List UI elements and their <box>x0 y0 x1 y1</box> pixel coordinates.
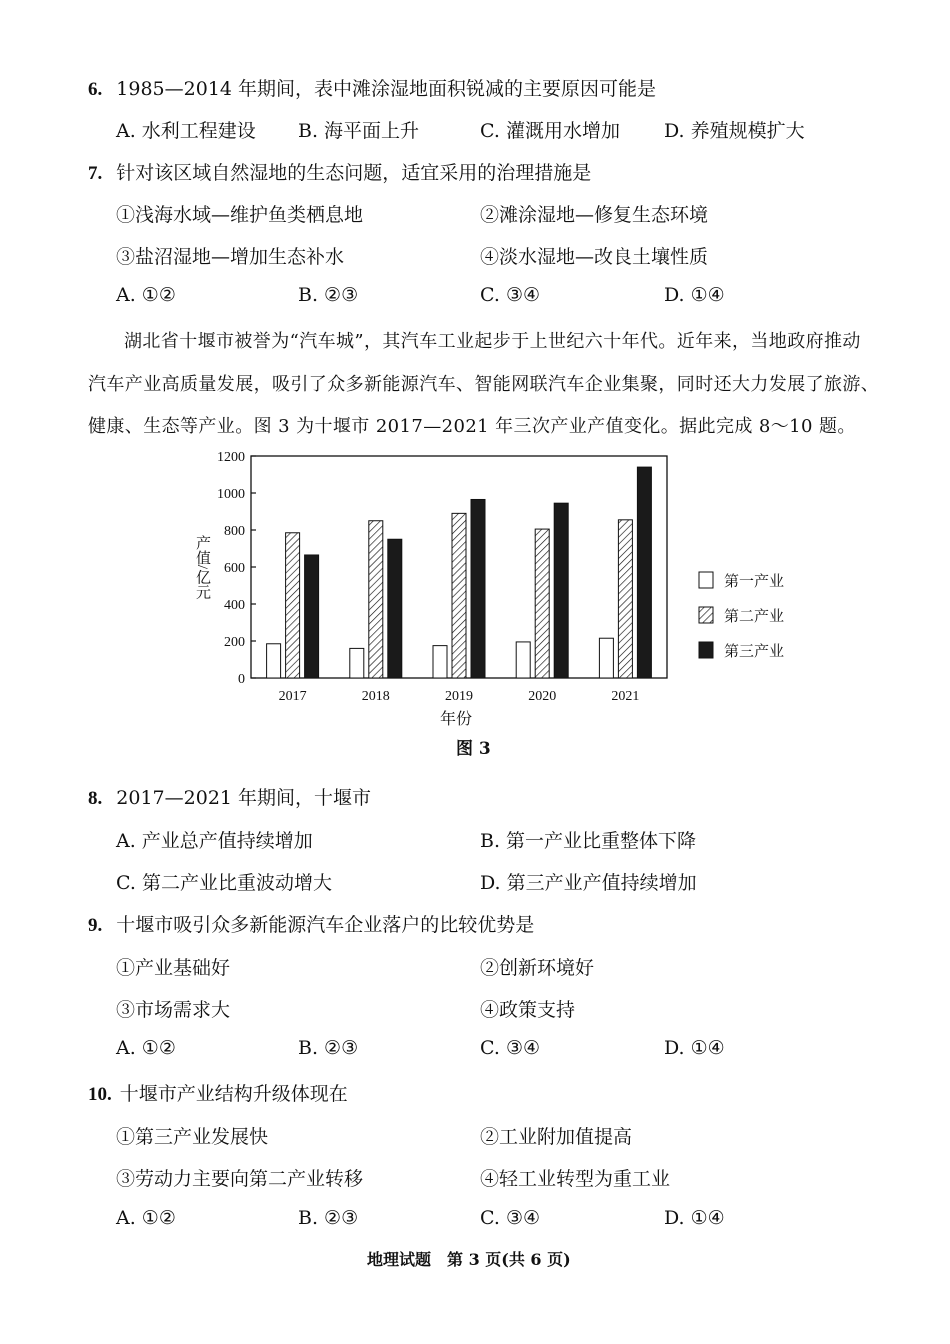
bar-2019-series-2 <box>452 513 466 678</box>
question-number: 6. <box>88 79 103 100</box>
y-tick-label: 800 <box>224 524 245 539</box>
bar-2017-series-3 <box>305 555 319 678</box>
y-tick-label: 600 <box>224 561 245 576</box>
statement-4: ④淡水湿地—改良土壤性质 <box>480 246 709 268</box>
question-number: 8. <box>88 788 103 809</box>
bar-2020-series-2 <box>535 529 549 678</box>
y-axis-label: 产值/亿元 <box>194 534 210 600</box>
option-c: C. 第二产业比重波动增大 <box>116 872 332 894</box>
bar-2017-series-2 <box>286 533 300 678</box>
question-text: 1985—2014 年期间，表中滩涂湿地面积锐减的主要原因可能是 <box>116 78 657 100</box>
question-8 <box>88 783 371 810</box>
x-tick-label: 2019 <box>445 689 473 704</box>
y-tick-label: 1200 <box>217 450 245 465</box>
bar-2017-series-1 <box>267 644 281 678</box>
industry-output-bar-chart <box>180 445 820 735</box>
statement-4: ④政策支持 <box>480 999 576 1021</box>
option-b: B. 海平面上升 <box>298 120 420 142</box>
bar-2019-series-1 <box>433 646 447 678</box>
statement-1: ①浅海水域—维护鱼类栖息地 <box>116 204 364 226</box>
y-tick-label: 200 <box>224 635 245 650</box>
option-c: C. ③④ <box>480 284 541 306</box>
statement-2: ②工业附加值提高 <box>480 1126 633 1148</box>
statement-3: ③劳动力主要向第二产业转移 <box>116 1168 364 1190</box>
statement-2: ②创新环境好 <box>480 957 595 979</box>
statement-1: ①产业基础好 <box>116 957 231 979</box>
legend-swatch <box>699 642 713 658</box>
legend-swatch <box>699 572 713 588</box>
statement-3: ③市场需求大 <box>116 999 231 1021</box>
option-a: A. 水利工程建设 <box>116 120 256 142</box>
passage-line-3: 健康、生态等产业。图 3 为十堰市 2017—2021 年三次产业产值变化。据此完成 8～10 题。 <box>88 416 856 437</box>
option-c: C. 灌溉用水增加 <box>480 120 620 142</box>
option-a: A. ①② <box>116 284 176 306</box>
bar-2019-series-3 <box>471 499 485 678</box>
bar-2018-series-1 <box>350 648 364 678</box>
bar-2021-series-2 <box>618 520 632 678</box>
bar-2021-series-1 <box>599 638 613 678</box>
option-d: D. ①④ <box>664 284 725 306</box>
x-tick-label: 2021 <box>611 689 640 704</box>
x-axis-label: 年份 <box>439 711 473 728</box>
passage-line-1: 湖北省十堰市被誉为“汽车城”，其汽车工业起步于上世纪六十年代。近年来，当地政府推动 <box>124 331 861 352</box>
option-a: A. ①② <box>116 1207 176 1229</box>
option-d: D. 养殖规模扩大 <box>664 120 805 142</box>
y-tick-label: 0 <box>238 672 245 687</box>
statement-3: ③盐沼湿地—增加生态补水 <box>116 246 345 268</box>
option-a: A. ①② <box>116 1037 176 1059</box>
bar-2020-series-1 <box>516 642 530 678</box>
option-a: A. 产业总产值持续增加 <box>116 830 313 852</box>
option-d: D. ①④ <box>664 1207 725 1229</box>
question-10 <box>88 1079 348 1106</box>
legend-label: 第三产业 <box>724 644 785 660</box>
option-d: D. 第三产业产值持续增加 <box>480 872 697 894</box>
legend-label: 第一产业 <box>724 574 785 590</box>
question-text: 2017—2021 年期间，十堰市 <box>116 787 372 809</box>
page-footer: 地理试题 第 3 页(共 6 页) <box>367 1250 571 1269</box>
bar-2020-series-3 <box>554 503 568 678</box>
statement-2: ②滩涂湿地—修复生态环境 <box>480 204 709 226</box>
legend-label: 第二产业 <box>724 609 785 625</box>
question-number: 10. <box>88 1084 112 1105</box>
question-text: 十堰市产业结构升级体现在 <box>119 1083 348 1105</box>
option-b: B. ②③ <box>298 1207 359 1229</box>
legend-swatch <box>699 607 713 623</box>
question-6 <box>88 74 656 101</box>
option-d: D. ①④ <box>664 1037 725 1059</box>
passage-line-2: 汽车产业高质量发展，吸引了众多新能源汽车、智能网联汽车企业集聚，同时还大力发展了旅游、 <box>88 374 880 395</box>
option-b: B. ②③ <box>298 284 359 306</box>
option-b: B. ②③ <box>298 1037 359 1059</box>
x-tick-label: 2018 <box>361 689 390 704</box>
question-number: 9. <box>88 915 103 936</box>
question-number: 7. <box>88 163 103 184</box>
question-9 <box>88 910 534 937</box>
option-c: C. ③④ <box>480 1207 541 1229</box>
figure-caption: 图 3 <box>456 739 491 759</box>
bar-2021-series-3 <box>637 467 651 678</box>
statement-1: ①第三产业发展快 <box>116 1126 269 1148</box>
x-tick-label: 2020 <box>528 689 557 704</box>
y-tick-label: 1000 <box>217 487 245 502</box>
question-7 <box>88 158 591 185</box>
question-text: 针对该区域自然湿地的生态问题，适宜采用的治理措施是 <box>116 162 592 184</box>
y-tick-label: 400 <box>224 598 245 613</box>
option-b: B. 第一产业比重整体下降 <box>480 830 697 852</box>
question-text: 十堰市吸引众多新能源汽车企业落户的比较优势是 <box>116 914 535 936</box>
option-c: C. ③④ <box>480 1037 541 1059</box>
bar-2018-series-2 <box>369 521 383 678</box>
bar-2018-series-3 <box>388 539 402 678</box>
x-tick-label: 2017 <box>278 689 307 704</box>
statement-4: ④轻工业转型为重工业 <box>480 1168 671 1190</box>
